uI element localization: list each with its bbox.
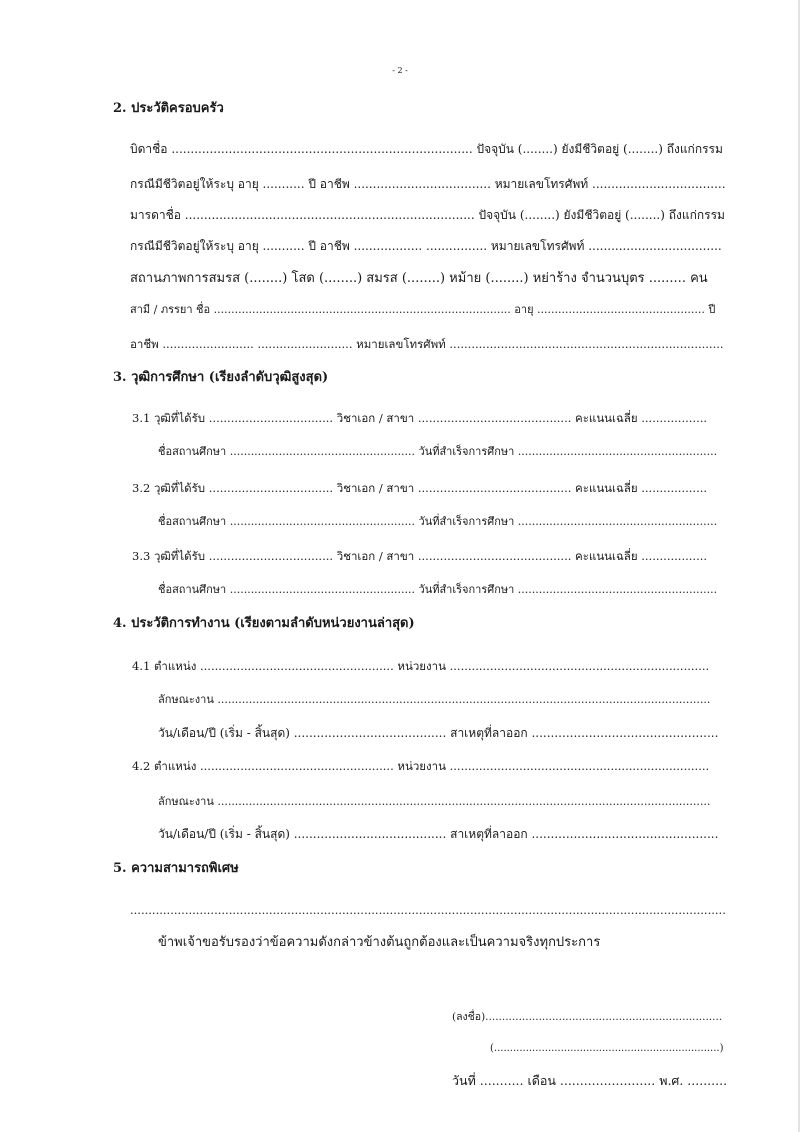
degree-3-3-line: 3.3 วุฒิที่ได้รับ .................................. วิชาเอก / สาขา .......................................... คะแนนเฉลี่ย ..................: [132, 549, 708, 563]
signature-date-line: วันที่ ........... เดือน ........................ พ.ศ. ..........: [452, 1073, 728, 1088]
spouse-name-line: สามี / ภรรยา ชื่อ ..................................................................................... อายุ ................................................ ปี: [130, 303, 716, 316]
section-3-heading: 3. วุฒิการศึกษา (เรียงลำดับวุฒิสูงสุด): [113, 370, 329, 385]
institution-3-2-line: ชื่อสถานศึกษา ..................................................... วันที่สำเร็จการศึกษา .........................................................: [158, 515, 718, 528]
mother-name-line: มารดาชื่อ ............................................................................ ปัจจุบัน (........) ยังมีชีวิตอยู่ (........) ถึงแก่กรรม: [130, 208, 725, 222]
spouse-occupation-line: อาชีพ ......................... .......................... หมายเลขโทรศัพท์ ...........................................................................: [130, 337, 724, 351]
position-4-2-line: 4.2 ตำแหน่ง ..................................................... หน่วยงาน .......................................................................: [132, 759, 710, 773]
father-details-line: กรณีมีชีวิตอยู่ให้ระบุ อายุ ........... ปี อาชีพ .................................... หมายเลขโทรศัพท์ ...................................: [130, 177, 726, 191]
institution-3-3-line: ชื่อสถานศึกษา ..................................................... วันที่สำเร็จการศึกษา .........................................................: [158, 583, 718, 596]
section-5-heading: 5. ความสามารถพิเศษ: [113, 861, 239, 876]
page-number: - 2 -: [392, 66, 408, 75]
degree-3-1-line: 3.1 วุฒิที่ได้รับ .................................. วิชาเอก / สาขา .......................................... คะแนนเฉลี่ย ..................: [132, 411, 708, 425]
position-4-1-line: 4.1 ตำแหน่ง ..................................................... หน่วยงาน .......................................................................: [132, 659, 710, 673]
father-name-line: บิดาชื่อ ............................................................................... ปัจจุบัน (........) ยังมีชีวิตอยู่ (........) ถึงแก่กรรม: [130, 142, 723, 156]
institution-3-1-line: ชื่อสถานศึกษา ..................................................... วันที่สำเร็จการศึกษา .........................................................: [158, 445, 718, 458]
signature-line: (ลงชื่อ).......................................................................: [452, 1011, 723, 1023]
special-skills-line: ...................................................................................................................................................................: [130, 903, 726, 917]
marital-status-line: สถานภาพการสมรส (........) โสด (........) สมรส (........) หม้าย (........) หย่าร้าง จำนวนบุตร ......... คน: [130, 271, 708, 286]
certification-statement: ข้าพเจ้าขอรับรองว่าข้อความดังกล่าวข้างต้นถูกต้องและเป็นความจริงทุกประการ: [158, 935, 601, 950]
job-description-4-1-line: ลักษณะงาน .............................................................................................................................................: [158, 693, 711, 706]
job-dates-4-1-line: วัน/เดือน/ปี (เริ่ม - สิ้นสุด) ........................................ สาเหตุที่ลาออก .................................................: [158, 726, 719, 740]
section-2-heading: 2. ประวัติครอบครัว: [113, 101, 224, 116]
job-dates-4-2-line: วัน/เดือน/ปี (เริ่ม - สิ้นสุด) ........................................ สาเหตุที่ลาออก .................................................: [158, 827, 719, 841]
printed-name-line: (.......................................................................): [490, 1043, 724, 1054]
degree-3-2-line: 3.2 วุฒิที่ได้รับ .................................. วิชาเอก / สาขา .......................................... คะแนนเฉลี่ย ..................: [132, 481, 708, 495]
mother-details-line: กรณีมีชีวิตอยู่ให้ระบุ อายุ ........... ปี อาชีพ .................. ................ หมายเลขโทรศัพท์ ...................................: [130, 239, 722, 253]
job-description-4-2-line: ลักษณะงาน .............................................................................................................................................: [158, 795, 711, 808]
section-4-heading: 4. ประวัติการทำงาน (เรียงตามลำดับหน่วยงานล่าสุด): [113, 616, 415, 631]
